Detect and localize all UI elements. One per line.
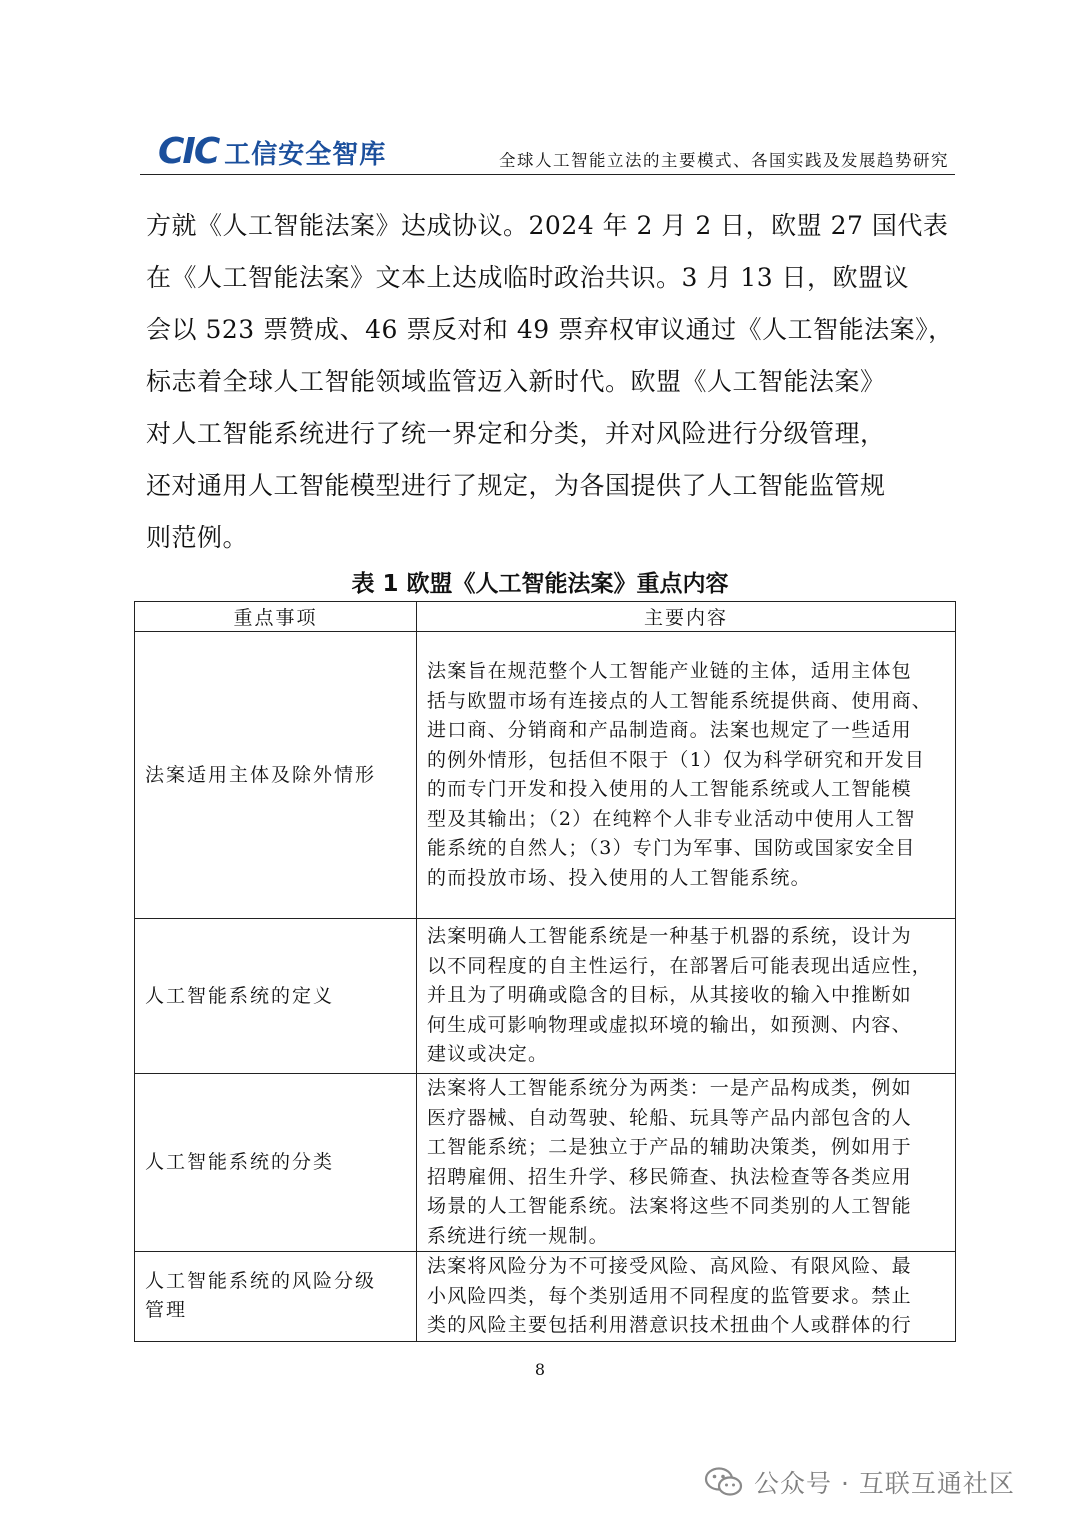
body-paragraph <box>146 200 954 564</box>
row-content-line: 工智能系统；二是独立于产品的辅助决策类，例如用于 <box>427 1136 912 1158</box>
row-content-line: 的而专门开发和投入使用的人工智能系统或人工智能模 <box>427 778 912 800</box>
row-content-line: 场景的人工智能系统。法案将这些不同类别的人工智能 <box>427 1195 912 1217</box>
row-content-line: 进口商、分销商和产品制造商。法案也规定了一些适用 <box>427 719 912 741</box>
header-title: 全球人工智能立法的主要模式、各国实践及发展趋势研究 <box>499 151 949 170</box>
row-content-line: 医疗器械、自动驾驶、轮船、玩具等产品内部包含的人 <box>427 1106 912 1129</box>
row-content-line: 法案旨在规范整个人工智能产业链的主体，适用主体包 <box>427 660 912 682</box>
watermark-text: 公众号 · 互联互通社区 <box>754 1469 1015 1498</box>
row-content-line: 类的风险主要包括利用潜意识技术扭曲个人或群体的行 <box>427 1314 912 1336</box>
row-content <box>417 1074 956 1252</box>
row-key-text: 管理 <box>145 1299 188 1322</box>
row-content-line: 法案将风险分为不可接受风险、高风险、有限风险、最 <box>427 1255 912 1277</box>
row-content-line: 法案明确人工智能系统是一种基于机器的系统，设计为 <box>427 925 912 948</box>
row-key <box>135 1074 417 1252</box>
paragraph-line: 会以 523 票赞成、46 票反对和 49 票弃权审议通过《人工智能法案》， <box>146 315 954 344</box>
table-header-row <box>135 602 956 632</box>
content-table <box>134 601 956 1342</box>
row-content-line: 建议或决定。 <box>427 1043 549 1066</box>
paragraph-line: 还对通用人工智能模型进行了规定，为各国提供了人工智能监管规 <box>146 471 886 500</box>
row-content-line: 小风险四类，每个类别适用不同程度的监管要求。禁止 <box>427 1284 912 1307</box>
table-caption: 表 1 欧盟《人工智能法案》重点内容 <box>351 571 729 597</box>
watermark <box>704 1460 1015 1504</box>
row-content-line: 并且为了明确或隐含的目标，从其接收的输入中推断如 <box>427 984 912 1007</box>
row-key <box>135 919 417 1074</box>
paragraph-line: 对人工智能系统进行了统一界定和分类，并对风险进行分级管理， <box>146 419 886 448</box>
logo-text: 工信安全智库 <box>224 139 387 170</box>
page-header <box>140 130 955 175</box>
wechat-icon <box>704 1466 744 1498</box>
row-key-text: 法案适用主体及除外情形 <box>145 763 377 786</box>
logo-mark: CIC <box>158 131 219 172</box>
row-key-text: 人工智能系统的风险分级 <box>145 1270 377 1293</box>
row-content-line: 何生成可影响物理或虚拟环境的输出，如预测、内容、 <box>427 1013 912 1036</box>
paragraph-line: 标志着全球人工智能领域监管迈入新时代。欧盟《人工智能法案》 <box>146 367 886 396</box>
paragraph-line: 则范例。 <box>146 523 249 552</box>
page-number: 8 <box>534 1360 546 1379</box>
cic-logo <box>158 131 387 172</box>
header-content: 主要内容 <box>417 602 956 632</box>
paragraph-line: 在《人工智能法案》文本上达成临时政治共识。3 月 13 日，欧盟议 <box>146 263 910 292</box>
table-row <box>135 1074 956 1252</box>
row-content-line: 括与欧盟市场有连接点的人工智能系统提供商、使用商、 <box>427 689 933 712</box>
row-content-line: 招聘雇佣、招生升学、移民筛查、执法检查等各类应用 <box>427 1165 912 1188</box>
row-content-line: 能系统的自然人；（3）专门为军事、国防或国家安全目 <box>427 837 916 859</box>
row-content-line: 型及其输出；（2）在纯粹个人非专业活动中使用人工智 <box>427 807 916 830</box>
row-key <box>135 632 417 919</box>
table-row <box>135 632 956 919</box>
row-content-line: 的而投放市场、投入使用的人工智能系统。 <box>427 866 811 889</box>
header-key: 重点事项 <box>135 602 417 632</box>
table-row <box>135 919 956 1074</box>
paragraph-line: 方就《人工智能法案》达成协议。2024 年 2 月 2 日，欧盟 27 国代表 <box>146 211 949 240</box>
row-content-line: 以不同程度的自主性运行，在部署后可能表现出适应性， <box>427 954 933 977</box>
table-row <box>135 1252 956 1342</box>
row-content-line: 的例外情形，包括但不限于（1）仅为科学研究和开发目 <box>427 748 926 771</box>
row-content-line: 系统进行统一规制。 <box>427 1224 609 1247</box>
row-key <box>135 1252 417 1342</box>
row-key-text: 人工智能系统的分类 <box>145 1151 335 1173</box>
row-key-text: 人工智能系统的定义 <box>145 984 335 1007</box>
row-content <box>417 1252 956 1342</box>
row-content <box>417 632 956 919</box>
row-content <box>417 919 956 1074</box>
row-content-line: 法案将人工智能系统分为两类：一是产品构成类，例如 <box>427 1077 912 1099</box>
